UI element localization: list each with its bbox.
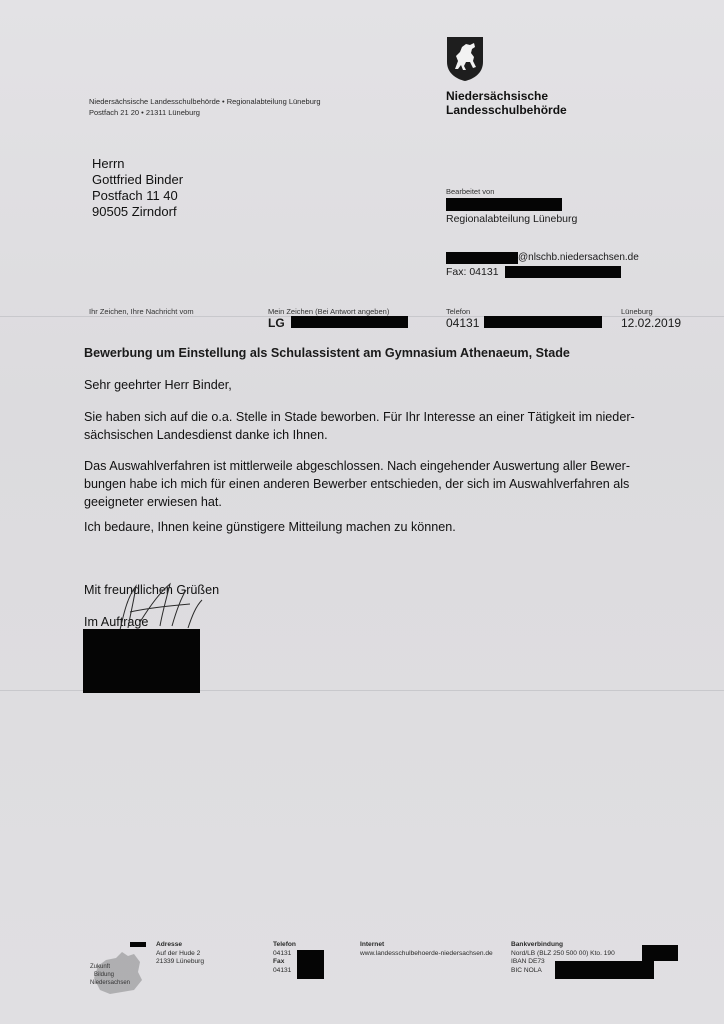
footer-address-line-1: Auf der Hude 2 [156, 949, 201, 957]
on-behalf: Im Auftrage [84, 615, 149, 629]
letter-date: 12.02.2019 [621, 316, 682, 330]
letter-subject: Bewerbung um Einstellung als Schulassistent am Gymnasium Athenaeum, Stade [84, 346, 570, 360]
our-ref-prefix: LG [268, 316, 285, 330]
redacted-phone-digits [484, 316, 602, 328]
recipient-salutation: Herrn [92, 156, 125, 171]
our-ref-label: Mein Zeichen (Bei Antwort angeben) [268, 307, 390, 316]
paragraph-2-line-1: Das Auswahlverfahren ist mittlerweile abgeschlossen. Nach eingehender Auswertung aller Bewer- [84, 459, 631, 473]
zukunft-bildung-logo [88, 948, 148, 996]
footer-bank-label: Bankverbindung [511, 941, 564, 948]
footer-bank-line-2: IBAN DE73 [511, 958, 545, 965]
paragraph-2-line-3: geeigneter erwiesen hat. [84, 495, 222, 509]
processed-by-label: Bearbeitet von [446, 187, 495, 196]
logo-text-line-1: Zukunft [90, 964, 111, 970]
logo-text-line-3: Niedersachsen [90, 980, 131, 986]
redacted-our-ref [291, 316, 408, 328]
paragraph-1-line-2: sächsischen Landesdienst danke ich Ihnen. [84, 428, 328, 442]
redacted-footer-phone [297, 950, 324, 979]
sender-line-1: Niedersächsische Landesschulbehörde • Regionalabteilung Lüneburg [89, 97, 321, 106]
footer-bank-line-1: Nord/LB (BLZ 250 500 00) Kto. 190 [511, 949, 615, 957]
footer-phone-label: Telefon [273, 941, 296, 948]
redacted-clerk-name [446, 198, 562, 211]
greeting: Sehr geehrter Herr Binder, [84, 378, 232, 392]
fax-number: Fax: 04131 [446, 266, 499, 278]
authority-name-line2: Landesschulbehörde [446, 103, 567, 117]
authority-name-line1: Niedersächsische [446, 89, 549, 103]
redacted-email-user [446, 252, 518, 264]
footer-internet-value: www.landesschulbehoerde-niedersachsen.de [360, 949, 493, 957]
logo-text-line-2: Bildung [94, 972, 115, 978]
redacted-bank-iban [555, 961, 654, 979]
department: Regionalabteilung Lüneburg [446, 213, 578, 225]
footer-internet-label: Internet [360, 941, 385, 948]
footer-phone-value: 04131 [273, 949, 292, 957]
email-domain: @nlschb.niedersachsen.de [518, 252, 639, 263]
recipient-city: 90505 Zirndorf [92, 204, 177, 219]
paragraph-3: Ich bedaure, Ihnen keine günstigere Mitteilung machen zu können. [84, 520, 456, 534]
recipient-address [92, 156, 183, 220]
footer-fax-label: Fax [273, 958, 285, 965]
paragraph-2 [84, 457, 630, 511]
footer-address-line-2: 21339 Lüneburg [156, 958, 205, 965]
redacted-fax-digits [505, 266, 621, 278]
recipient-name: Gottfried Binder [92, 172, 184, 187]
your-ref-label: Ihr Zeichen, Ihre Nachricht vom [89, 307, 194, 316]
redacted-bank-account [642, 945, 678, 961]
phone-label: Telefon [446, 307, 471, 316]
handwritten-signature [110, 582, 210, 634]
lower-saxony-horse-crest-icon [446, 36, 484, 82]
paragraph-2-line-2: bungen habe ich mich für einen anderen Bewerber entschieden, der sich im Auswahlverfahren als [84, 477, 630, 491]
paragraph-1-line-1: Sie haben sich auf die o.a. Stelle in Stade beworben. Für Ihr Interesse an einer Tätigkeit im nieder- [84, 410, 635, 424]
footer-internet [360, 941, 493, 958]
footer-bank-line-3: BIC NOLA [511, 966, 542, 974]
footer-address [156, 941, 204, 967]
footer-address-label: Adresse [156, 941, 183, 948]
phone-prefix: 04131 [446, 316, 480, 330]
paragraph-1 [84, 408, 635, 444]
closing: Mit freundlichen Grüßen [84, 583, 220, 597]
recipient-street: Postfach 11 40 [92, 188, 178, 203]
place-label: Lüneburg [621, 307, 653, 316]
sender-line [89, 96, 321, 118]
redacted-signatory-name [83, 629, 200, 693]
footer-fax-value: 04131 [273, 966, 292, 974]
footer-phone-fax [273, 941, 296, 975]
sender-line-2: Postfach 21 20 • 21311 Lüneburg [89, 108, 200, 117]
authority-name [446, 89, 567, 117]
redacted-logo-mark [130, 942, 146, 947]
